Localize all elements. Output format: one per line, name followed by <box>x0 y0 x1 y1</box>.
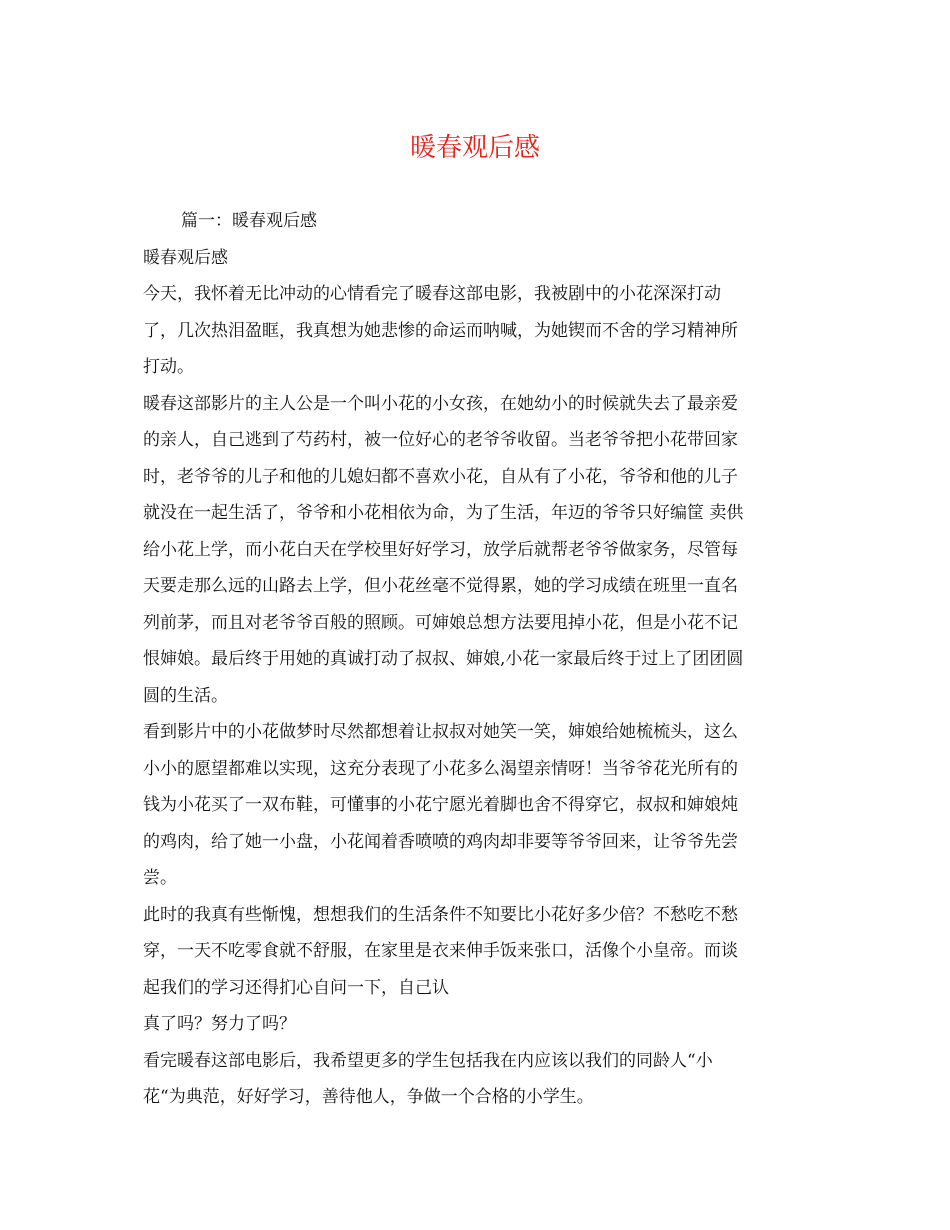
text-line: 恨婶娘。最后终于用她的真诚打动了叔叔、婶娘,小花一家最后终于过上了团团圆 <box>143 649 744 669</box>
section-heading: 篇一：暖春观后感 <box>181 211 317 231</box>
text-line: 的鸡肉，给了她一小盘，小花闻着香喷喷的鸡肉却非要等爷爷回来，让爷爷先尝 <box>143 831 738 852</box>
text-line: 给小花上学，而小花白天在学校里好好学习，放学后就帮老爷爷做家务，尽管每 <box>143 539 738 560</box>
text-line: 看完暖春这部电影后，我希望更多的学生包括我在内应该以我们的同龄人“小 <box>143 1050 713 1071</box>
text-line: 了，几次热泪盈眶，我真想为她悲惨的命运而呐喊，为她锲而不舍的学习精神所 <box>143 320 738 341</box>
text-line: 暖春这部影片的主人公是一个叫小花的小女孩，在她幼小的时候就失去了最亲爱 <box>143 393 738 414</box>
text-line: 打动。 <box>143 357 194 377</box>
text-line: 穿，一天不吃零食就不舒服，在家里是衣来伸手饭来张口，活像个小皇帝。而谈 <box>143 941 738 961</box>
text-line: 起我们的学习还得扪心自问一下，自己认 <box>143 977 449 998</box>
text-line: 钱为小花买了一双布鞋，可懂事的小花宁愿光着脚也舍不得穿它，叔叔和婶娘炖 <box>143 795 738 815</box>
text-line: 小小的愿望都难以实现，这充分表现了小花多么渴望亲情呀！当爷爷花光所有的 <box>143 758 738 779</box>
text-line: 今天，我怀着无比冲动的心情看完了暖春这部电影，我被剧中的小花深深打动 <box>143 284 721 304</box>
text-line: 花“为典范，好好学习，善待他人，争做一个合格的小学生。 <box>143 1087 594 1107</box>
document-body <box>143 203 823 1116</box>
text-line: 圆的生活。 <box>143 685 228 706</box>
text-line: 就没在一起生活了，爷爷和小花相依为命，为了生活，年迈的爷爷只好编筐 卖供 <box>143 503 744 523</box>
document-title: 暖春观后感 <box>409 133 540 163</box>
text-line: 尝。 <box>143 868 177 888</box>
text-line: 天要走那么远的山路去上学，但小花丝毫不觉得累，她的学习成绩在班里一直名 <box>143 576 738 596</box>
text-line: 真了吗？努力了吗？ <box>143 1014 296 1034</box>
text-line: 的亲人，自己逃到了芍药村，被一位好心的老爷爷收留。当老爷爷把小花带回家 <box>143 430 738 450</box>
article-subtitle: 暖春观后感 <box>143 247 228 268</box>
text-line: 此时的我真有些惭愧，想想我们的生活条件不知要比小花好多少倍？不愁吃不愁 <box>143 904 738 925</box>
text-line: 列前茅，而且对老爷爷百般的照顾。可婶娘总想方法要甩掉小花，但是小花不记 <box>143 612 738 633</box>
text-line: 看到影片中的小花做梦时尽然都想着让叔叔对她笑一笑，婶娘给她梳梳头，这么 <box>143 722 738 742</box>
text-line: 时，老爷爷的儿子和他的儿媳妇都不喜欢小花，自从有了小花，爷爷和他的儿子 <box>143 466 738 487</box>
